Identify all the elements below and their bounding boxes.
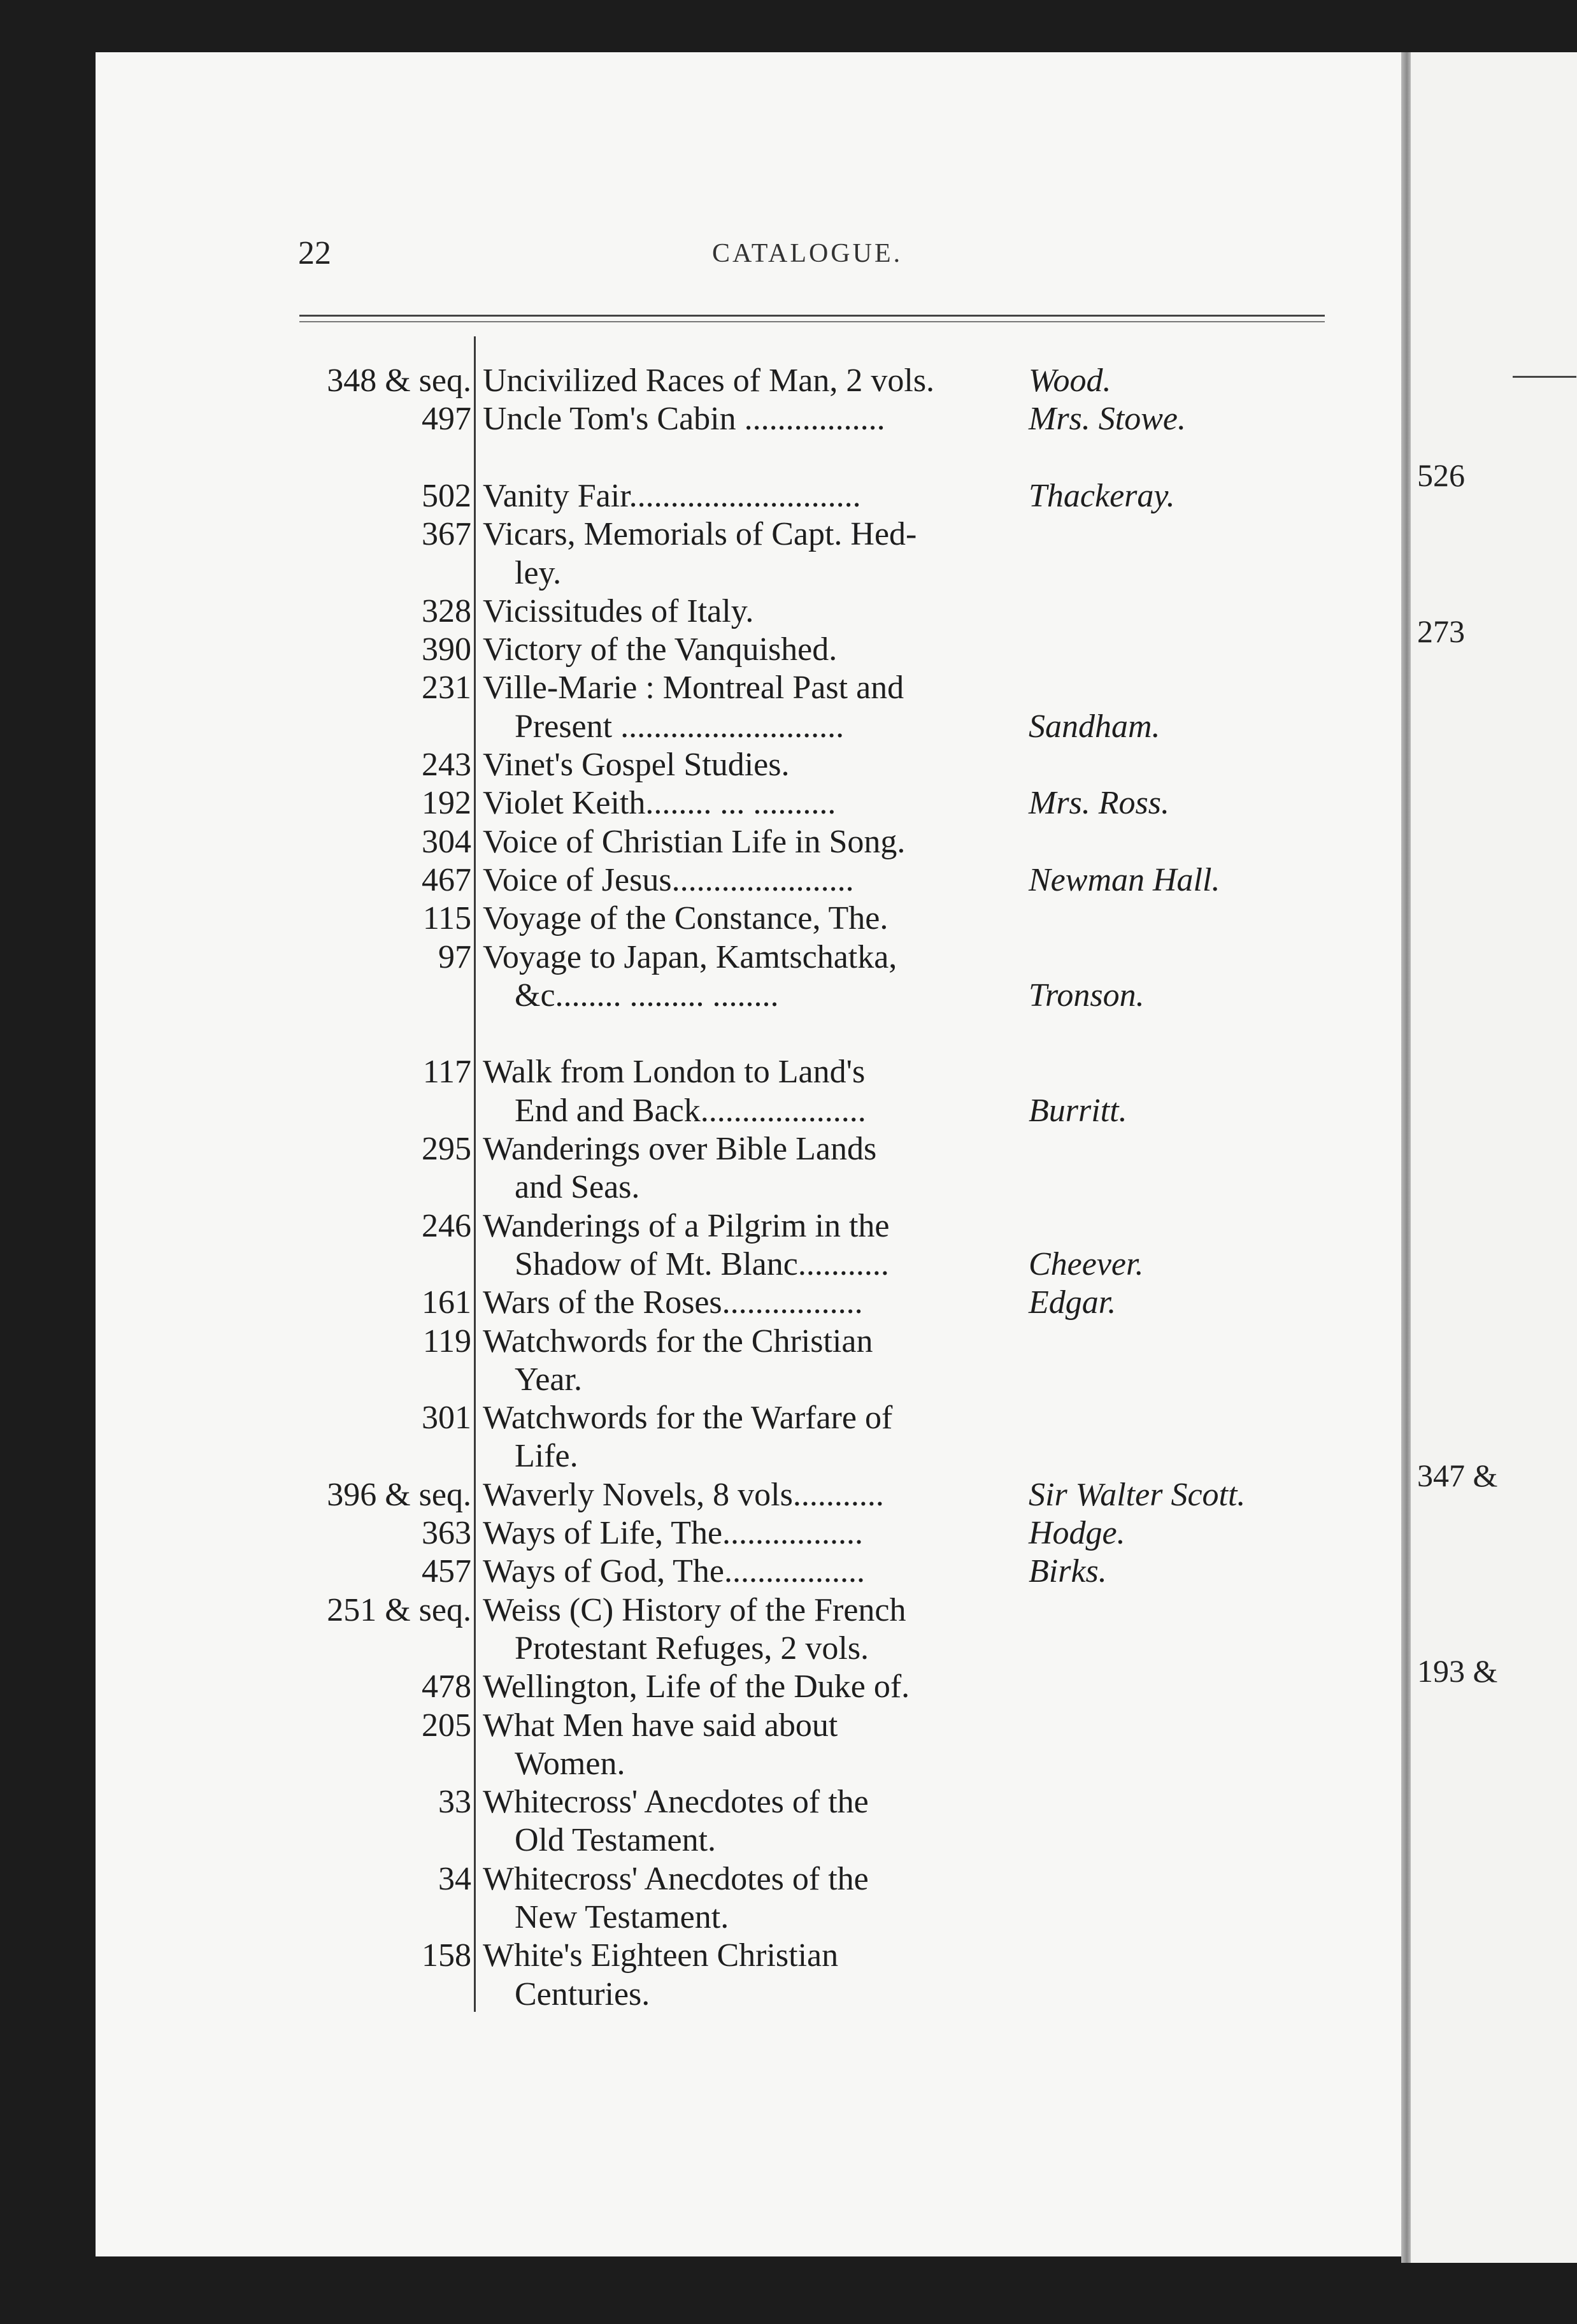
entry-title: Wars of the Roses.................	[483, 1284, 863, 1321]
entry-title: Vicars, Memorials of Capt. Hed-	[483, 516, 917, 553]
entry-title: Vicissitudes of Italy.	[483, 592, 754, 629]
entry-number: 97	[438, 938, 471, 975]
facing-page-number: 526	[1417, 457, 1465, 493]
entry-number: 115	[422, 900, 471, 937]
entry-title: White's Eighteen Christian	[483, 1937, 839, 1974]
entry-title: What Men have said about	[483, 1707, 838, 1744]
entry-number: 119	[422, 1323, 471, 1359]
entry-number: 158	[422, 1937, 471, 1974]
entry-number: 367	[422, 516, 471, 553]
entry-number: 457	[422, 1553, 471, 1590]
entry-author: Cheever.	[1029, 1245, 1144, 1282]
entry-title-continued: New Testament.	[515, 1899, 729, 1935]
entry-title-continued: ley.	[515, 554, 562, 591]
entry-number: 34	[438, 1860, 471, 1897]
entry-title-continued: Shadow of Mt. Blanc...........	[515, 1245, 889, 1282]
entry-title-continued: Old Testament.	[515, 1822, 717, 1859]
entry-number: 396 & seq.	[327, 1476, 471, 1513]
entry-author: Hodge.	[1029, 1515, 1125, 1551]
facing-page-number: 193 &	[1417, 1653, 1498, 1689]
entry-author: Birks.	[1029, 1553, 1107, 1590]
entry-title: Weiss (C) History of the French	[483, 1591, 906, 1628]
entry-number: 231	[422, 670, 471, 707]
page-title: CATALOGUE.	[712, 239, 903, 268]
entry-number: 328	[422, 592, 471, 629]
page-number: 22	[298, 235, 331, 271]
entry-title: Wanderings over Bible Lands	[483, 1131, 877, 1167]
entry-title: Violet Keith........ ... ..........	[483, 785, 836, 822]
entry-title: Whitecross' Anecdotes of the	[483, 1784, 869, 1821]
entry-title: Whitecross' Anecdotes of the	[483, 1860, 869, 1897]
entry-title-continued: Year.	[515, 1361, 582, 1398]
entry-author: Mrs. Ross.	[1029, 785, 1170, 822]
entry-number: 502	[422, 477, 471, 514]
entry-number: 301	[422, 1400, 471, 1437]
entry-title: Victory of the Vanquished.	[483, 631, 838, 668]
entry-number: 243	[422, 747, 471, 783]
entry-title: Wanderings of a Pilgrim in the	[483, 1207, 890, 1244]
entry-title: Voyage to Japan, Kamtschatka,	[483, 938, 897, 975]
entry-number: 363	[422, 1515, 471, 1551]
entry-title: Voice of Jesus......................	[483, 861, 854, 898]
facing-page-number: 273	[1417, 613, 1465, 649]
entry-number: 33	[438, 1784, 471, 1821]
entry-title-continued: Women.	[515, 1745, 625, 1782]
entry-number: 117	[422, 1054, 471, 1091]
facing-page-number: 347 &	[1417, 1458, 1498, 1493]
entry-number: 348 & seq.	[327, 362, 471, 399]
entry-title-continued: Present ...........................	[515, 708, 845, 745]
entry-number: 497	[422, 401, 471, 438]
entry-number: 304	[422, 823, 471, 860]
entry-author: Sandham.	[1029, 708, 1160, 745]
entry-title: Watchwords for the Warfare of	[483, 1400, 893, 1437]
entry-title: Ville-Marie : Montreal Past and	[483, 670, 904, 707]
entry-author: Tronson.	[1029, 977, 1145, 1014]
entry-author: Thackeray.	[1029, 477, 1175, 514]
entry-author: Edgar.	[1029, 1284, 1117, 1321]
entry-title: Wellington, Life of the Duke of.	[483, 1668, 910, 1705]
entry-number: 390	[422, 631, 471, 668]
entry-title: Voyage of the Constance, The.	[483, 900, 888, 937]
entry-title: Voice of Christian Life in Song.	[483, 823, 906, 860]
entry-title-continued: Protestant Refuges, 2 vols.	[515, 1630, 869, 1667]
entry-author: Burritt.	[1029, 1092, 1127, 1129]
entry-title-continued: Life.	[515, 1438, 578, 1475]
entry-title: Walk from London to Land's	[483, 1054, 866, 1091]
entry-title-continued: and Seas.	[515, 1169, 640, 1206]
entry-title-continued: Centuries.	[515, 1976, 650, 2012]
entry-number: 192	[422, 785, 471, 822]
entry-title: Waverly Novels, 8 vols...........	[483, 1476, 884, 1513]
entry-title: Ways of God, The.................	[483, 1553, 866, 1590]
entry-title: Watchwords for the Christian	[483, 1323, 873, 1359]
facing-page-rule	[1513, 376, 1576, 378]
entry-author: Newman Hall.	[1029, 861, 1220, 898]
entry-number: 478	[422, 1668, 471, 1705]
facing-page	[1411, 52, 1577, 2263]
entry-number: 467	[422, 861, 471, 898]
entry-title: Uncle Tom's Cabin .................	[483, 401, 885, 438]
entry-author: Mrs. Stowe.	[1029, 401, 1186, 438]
entry-number: 161	[422, 1284, 471, 1321]
entry-author: Wood.	[1029, 362, 1111, 399]
entry-number: 251 & seq.	[327, 1591, 471, 1628]
entry-title: Ways of Life, The.................	[483, 1515, 864, 1551]
entry-title-continued: End and Back....................	[515, 1092, 866, 1129]
entry-number: 246	[422, 1207, 471, 1244]
entry-number: 205	[422, 1707, 471, 1744]
entry-title: Vanity Fair............................	[483, 477, 861, 514]
entry-title: Uncivilized Races of Man, 2 vols.	[483, 362, 935, 399]
entry-title-continued: &c........ ......... ........	[515, 977, 779, 1014]
entry-author: Sir Walter Scott.	[1029, 1476, 1246, 1513]
entry-number: 295	[422, 1131, 471, 1167]
entry-title: Vinet's Gospel Studies.	[483, 747, 790, 783]
